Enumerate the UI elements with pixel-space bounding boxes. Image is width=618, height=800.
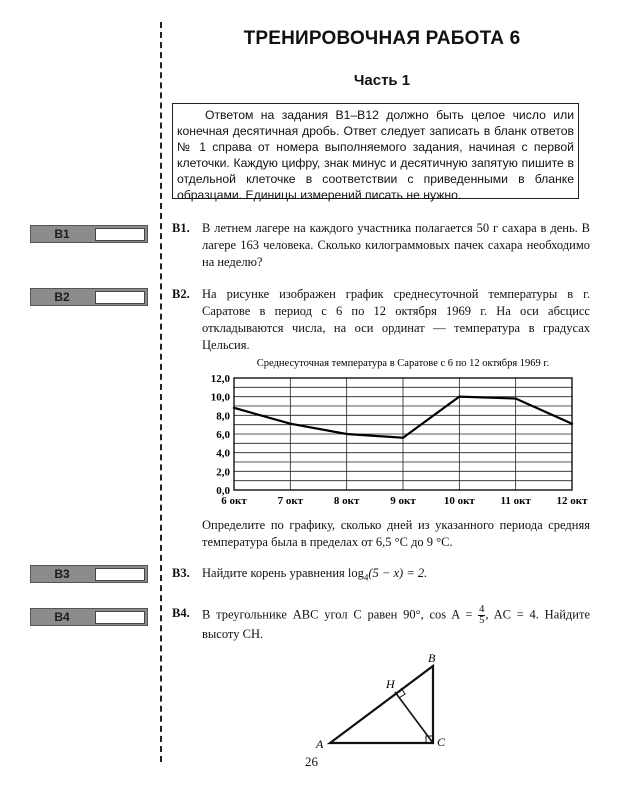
triangle-figure [300,648,480,756]
part-heading: Часть 1 [353,72,411,89]
height-ch [395,692,433,743]
answer-cell[interactable] [95,291,145,304]
equation-base: 4 [363,572,369,583]
y-tick-label: 0,0 [216,485,230,497]
y-tick-label: 12,0 [210,373,230,385]
page-title: ТРЕНИРОВОЧНАЯ РАБОТА 6 [243,28,521,49]
question-text: На рисунке изображен график среднесуточной температуры в г. Саратове в период с 6 по 12 октября 1969 г. На оси абсцисс откладываются числа, на оси ординат — температура в градусах Цельсия. [202,287,590,352]
data-point [571,423,573,425]
answer-box-b2[interactable] [30,288,148,306]
answer-box-label: B2 [54,290,70,304]
x-tick-label: 10 окт [443,495,475,507]
answer-box-label: B4 [54,610,70,624]
question-number: B3. [172,566,190,580]
instructions-box: Ответом на задания В1–В12 должно быть целое число или конечная десятичная дробь. Ответ следует записать в бланк ответов № 1 справа от номера выполняемого задания, начиная с первой клеточки. Каждую цифру, знак минус и десятичную запятую пишите в отдельной клеточке в соответствии с приведенными в бланке образцами. Единицы измерений писать не нужно. [172,103,579,199]
question-text: В летнем лагере на каждого участника полагается 50 г сахара в день. В лагере 163 человека. Сколько килограммовых пачек сахара необходимо на неделю? [202,221,590,269]
x-tick-label: 6 окт [221,495,247,507]
y-tick-label: 2,0 [216,466,230,479]
chart-title: Среднесуточная температура в Саратове с 6 по 12 октября 1969 г. [256,358,550,369]
fraction-denominator: 5 [479,615,485,626]
question-text-a: В треугольнике ABC угол C равен 90°, cos A = [202,607,479,622]
data-point [458,395,460,397]
question-number: B1. [172,221,190,235]
question-text [202,565,590,587]
answer-cell[interactable] [95,611,145,624]
data-point [402,437,404,439]
cut-line [160,22,162,762]
question-number: B2. [172,287,190,301]
question-text-prefix: Найдите корень уравнения [202,566,348,580]
vertex-label-h: H [386,677,395,691]
y-tick-label: 6,0 [216,429,230,441]
answer-cell[interactable] [95,568,145,581]
question-text-b: , AC = 4. Найдите высоту CH. [202,607,590,641]
x-tick-label: 11 окт [500,495,531,507]
question-b4 [172,605,590,643]
vertex-label-a: A [316,737,324,751]
y-tick-label: 4,0 [216,447,230,460]
x-tick-label: 7 окт [277,495,304,507]
answer-box-label: B3 [54,567,70,581]
triangle-abc [330,666,433,743]
data-point [514,397,516,399]
question-b2 [172,286,590,354]
answer-box-b4[interactable] [30,608,148,626]
question-b2-tail: Определите по графику, сколько дней из указанного периода средняя температура была в пределах от 6,5 °С до 9 °С. [202,518,590,549]
x-tick-label: 8 окт [333,495,360,507]
vertex-label-b: B [428,651,436,665]
equation-log: log [347,566,364,580]
answer-box-b1[interactable] [30,225,148,243]
question-number: B4. [172,606,190,620]
y-tick-label: 10,0 [210,391,230,404]
equation-rest: (5 − x) = 2. [368,566,428,580]
x-tick-label: 9 окт [390,495,416,507]
question-b3 [172,565,590,587]
data-point [289,423,291,425]
data-point [233,407,235,409]
chart-svg [196,354,596,518]
x-tick-label: 12 окт [556,495,588,507]
temperature-chart [196,354,596,518]
y-tick-label: 8,0 [216,410,230,423]
answer-box-b3[interactable] [30,565,148,583]
data-point [345,433,347,435]
question-text [202,605,590,643]
vertex-label-c: C [437,735,446,749]
answer-box-label: B1 [54,227,70,241]
page-number: 26 [305,754,318,769]
answer-cell[interactable] [95,228,145,241]
question-b1 [172,220,590,271]
fraction-numerator: 4 [479,604,485,615]
